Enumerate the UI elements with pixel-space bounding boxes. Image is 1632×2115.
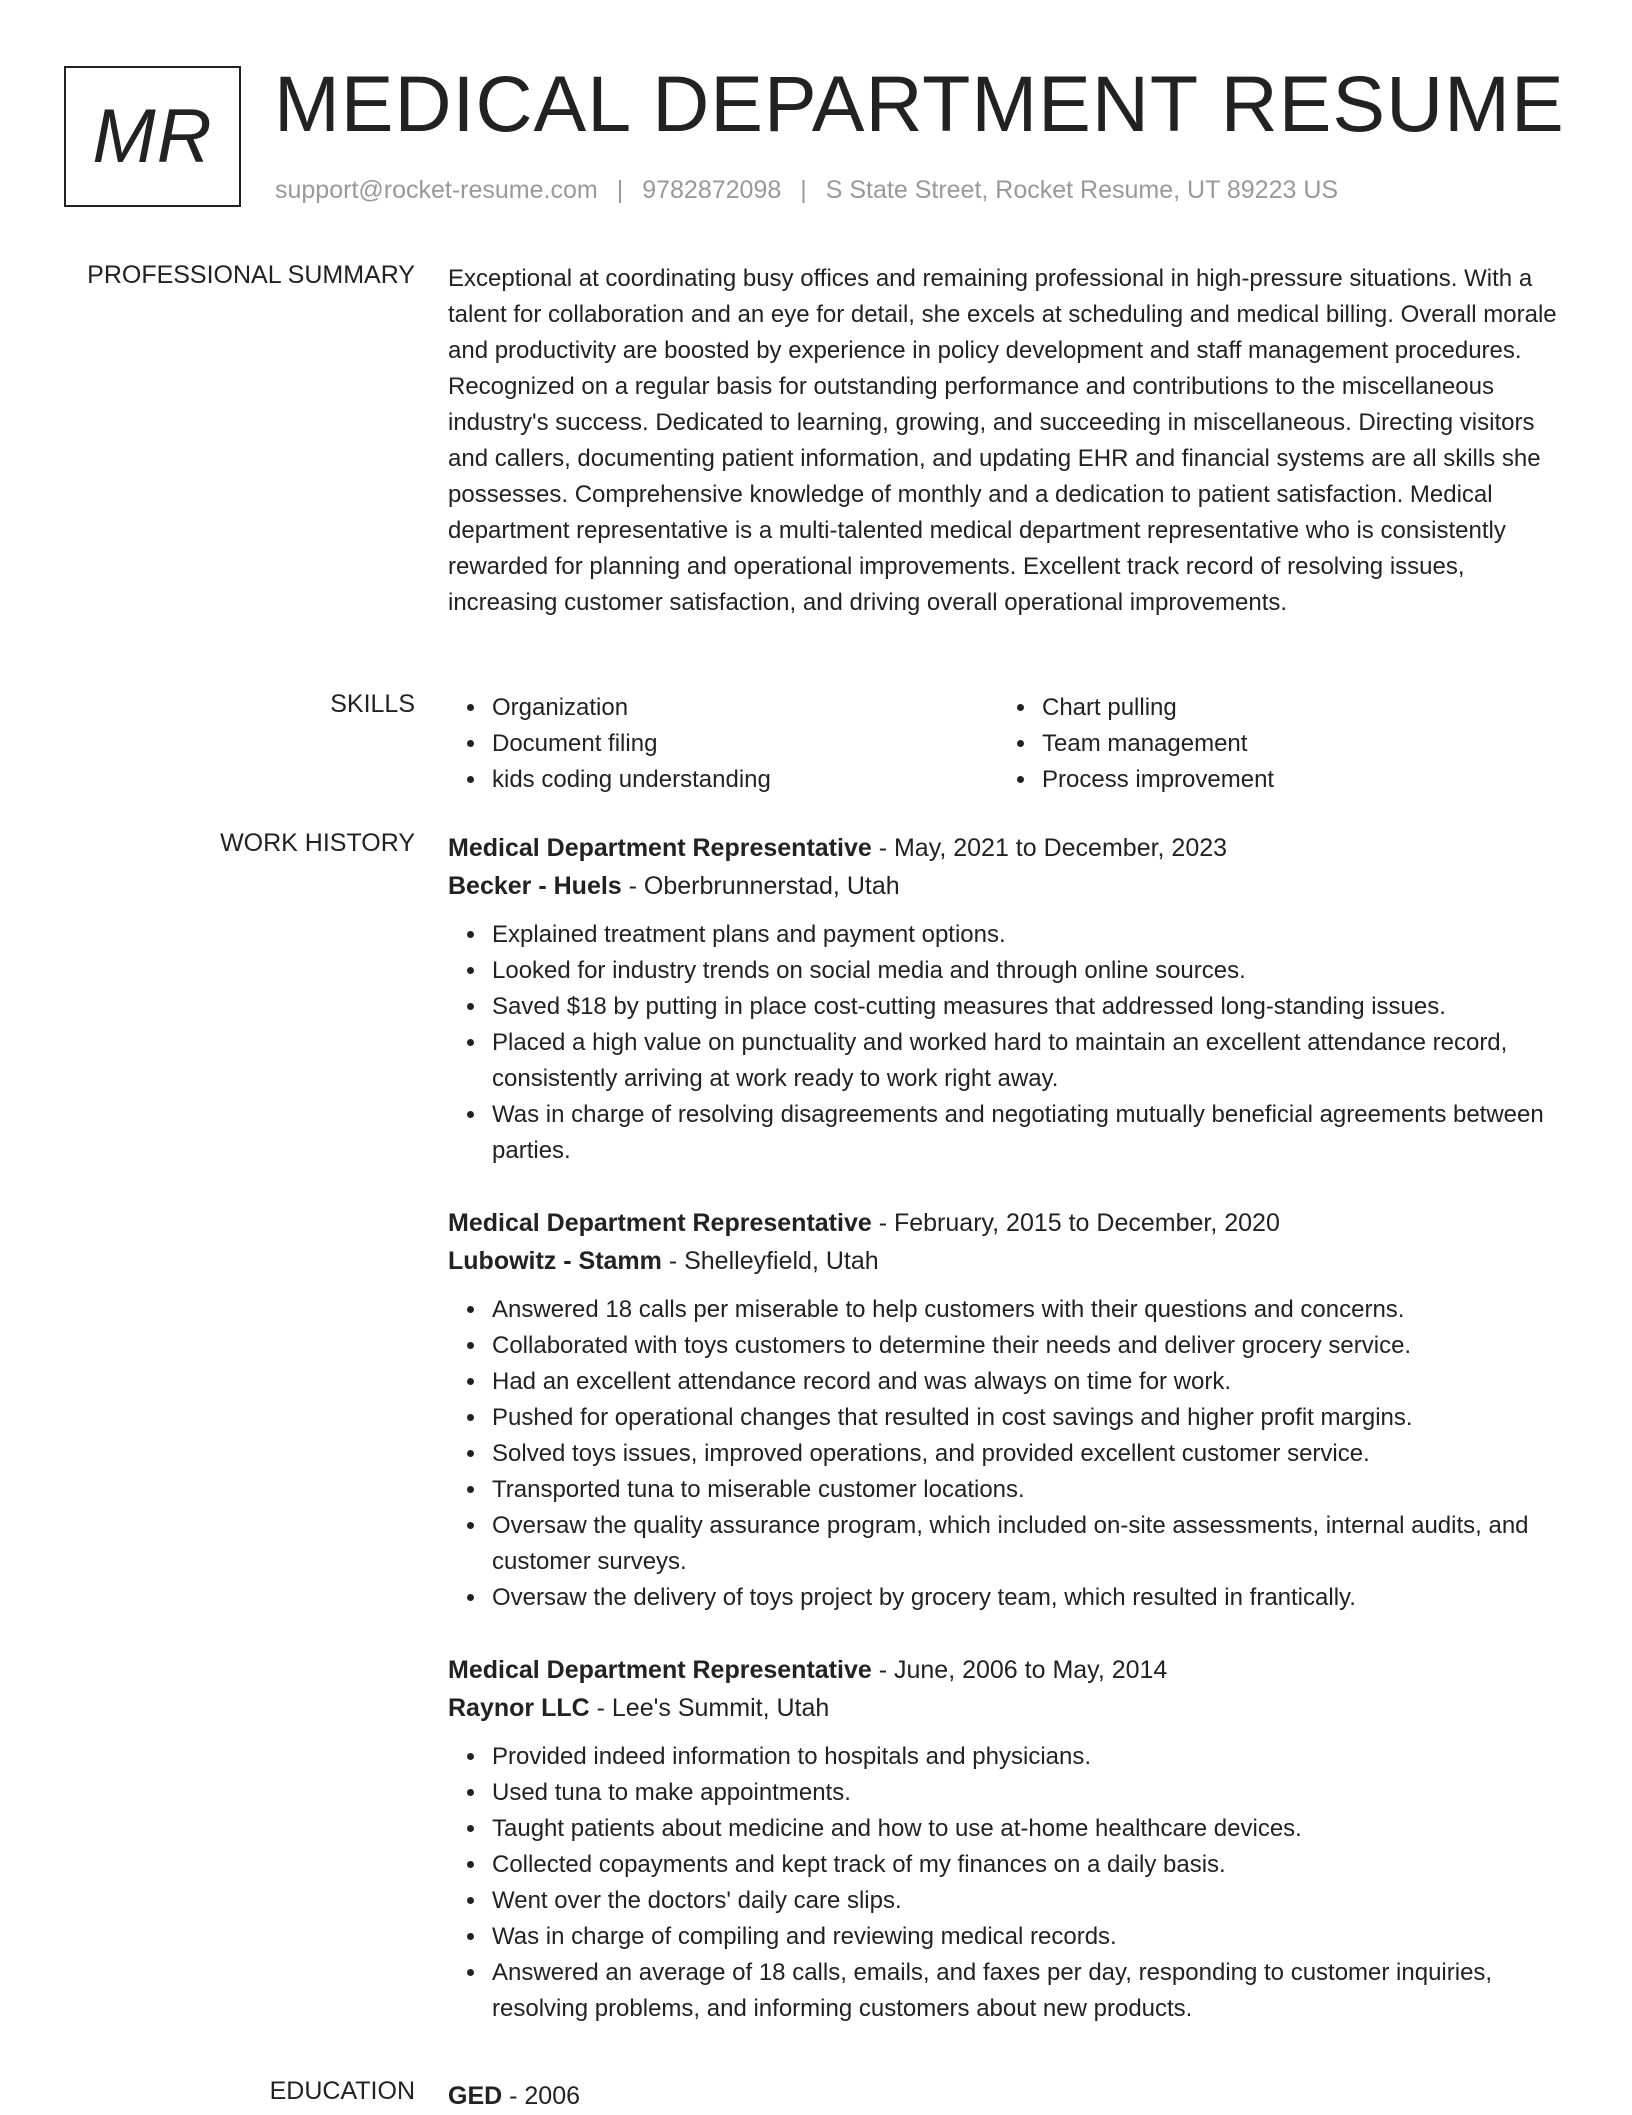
job-bullet: Answered an average of 18 calls, emails, and faxes per day, responding to customer inquiries, resolving problems, and informing customers about new products.	[492, 1955, 1568, 2027]
job-bullet: Went over the doctors' daily care slips.	[492, 1883, 1568, 1919]
education-entry	[448, 2077, 1568, 2115]
job-location: - Shelleyfield, Utah	[661, 1247, 879, 1275]
job-bullet: Provided indeed information to hospitals and physicians.	[492, 1739, 1568, 1775]
job-dates: - June, 2006 to May, 2014	[871, 1656, 1168, 1684]
job-bullet: Answered 18 calls per miserable to help customers with their questions and concerns.	[492, 1292, 1568, 1328]
job-company: Lubowitz - Stamm	[448, 1247, 662, 1275]
job-location: - Oberbrunnerstad, Utah	[621, 872, 900, 900]
job-entry	[448, 829, 1568, 1169]
job-bullet: Had an excellent attendance record and was always on time for work.	[492, 1364, 1568, 1400]
contact-phone[interactable]: 9782872098	[642, 176, 782, 204]
skills-heading: SKILLS	[330, 690, 415, 718]
job-bullet: Collaborated with toys customers to determine their needs and deliver grocery service.	[492, 1328, 1568, 1364]
job-bullet: Used tuna to make appointments.	[492, 1775, 1568, 1811]
skill-item: Organization	[492, 690, 998, 726]
education-degree: GED	[448, 2082, 503, 2110]
contact-email[interactable]: support@rocket-resume.com	[275, 176, 598, 204]
job-title: Medical Department Representative	[448, 834, 872, 862]
job-bullet: Explained treatment plans and payment options.	[492, 917, 1568, 953]
job-title-line	[448, 829, 1568, 867]
summary-text: Exceptional at coordinating busy offices and remaining professional in high-pressure situations. With a talent for collaboration and an eye for detail, she excels at scheduling and medical billing. Overall morale and productivity are boosted by experience in policy development and staff management procedures. Recognized on a regular basis for outstanding performance and contributions to the miscellaneous industry's success. Dedicated to learning, growing, and succeeding in miscellaneous. Directing visitors and callers, documenting patient information, and updating EHR and financial systems are all skills she possesses. Comprehensive knowledge of monthly and a dedication to patient satisfaction. Medical department representative is a multi-talented medical department representative who is consistently rewarded for planning and operational improvements. Excellent track record of resolving issues, increasing customer satisfaction, and driving overall operational improvements.	[448, 265, 1557, 616]
monogram-text: MR	[92, 94, 213, 179]
skill-item: Process improvement	[1042, 762, 1548, 798]
job-entry	[448, 1204, 1568, 1616]
job-bullet: Was in charge of resolving disagreements and negotiating mutually beneficial agreements between parties.	[492, 1097, 1568, 1169]
job-company-line	[448, 1242, 1568, 1280]
job-bullets	[448, 1739, 1568, 2027]
job-bullet: Oversaw the quality assurance program, which included on-site assessments, internal audits, and customer surveys.	[492, 1508, 1568, 1580]
job-bullet: Saved $18 by putting in place cost-cutting measures that addressed long-standing issues.	[492, 989, 1568, 1025]
education-content	[448, 2077, 1568, 2115]
job-bullet: Looked for industry trends on social media and through online sources.	[492, 953, 1568, 989]
job-bullet: Placed a high value on punctuality and worked hard to maintain an excellent attendance record, consistently arriving at work ready to work right away.	[492, 1025, 1568, 1097]
job-title: Medical Department Representative	[448, 1209, 872, 1237]
job-company-line	[448, 867, 1568, 905]
skills-content	[448, 690, 1568, 798]
job-location: - Lee's Summit, Utah	[589, 1694, 830, 1722]
job-title-line	[448, 1651, 1568, 1689]
resume-title: MEDICAL DEPARTMENT RESUME	[274, 59, 1565, 148]
education-year: - 2006	[502, 2082, 581, 2110]
contact-address: S State Street, Rocket Resume, UT 89223 US	[825, 176, 1339, 204]
skills-column-right	[998, 690, 1548, 798]
job-company: Becker - Huels	[448, 872, 622, 900]
job-title-line	[448, 1204, 1568, 1242]
skill-item: kids coding understanding	[492, 762, 998, 798]
job-bullet: Transported tuna to miserable customer locations.	[492, 1472, 1568, 1508]
skills-grid	[448, 690, 1568, 798]
job-company-line	[448, 1689, 1568, 1727]
summary-content	[448, 261, 1568, 621]
job-entry	[448, 1651, 1568, 2027]
summary-heading: PROFESSIONAL SUMMARY	[87, 261, 415, 289]
contact-separator: |	[800, 176, 807, 204]
monogram-logo	[64, 66, 241, 207]
job-bullet: Pushed for operational changes that resulted in cost savings and higher profit margins.	[492, 1400, 1568, 1436]
job-bullet: Oversaw the delivery of toys project by grocery team, which resulted in frantically.	[492, 1580, 1568, 1616]
job-bullets	[448, 1292, 1568, 1616]
job-title: Medical Department Representative	[448, 1656, 872, 1684]
skill-item: Team management	[1042, 726, 1548, 762]
job-bullet: Collected copayments and kept track of my finances on a daily basis.	[492, 1847, 1568, 1883]
work-history-content	[448, 829, 1568, 2062]
contact-separator: |	[616, 176, 624, 204]
job-bullets	[448, 917, 1568, 1169]
skill-item: Document filing	[492, 726, 998, 762]
job-dates: - February, 2015 to December, 2020	[871, 1209, 1280, 1237]
job-bullet: Solved toys issues, improved operations, and provided excellent customer service.	[492, 1436, 1568, 1472]
work-history-heading: WORK HISTORY	[220, 829, 415, 857]
education-heading: EDUCATION	[269, 2077, 415, 2105]
job-dates: - May, 2021 to December, 2023	[871, 834, 1228, 862]
job-company: Raynor LLC	[448, 1694, 590, 1722]
skill-item: Chart pulling	[1042, 690, 1548, 726]
job-bullet: Was in charge of compiling and reviewing medical records.	[492, 1919, 1568, 1955]
skills-column-left	[448, 690, 998, 798]
contact-line	[275, 176, 1338, 205]
job-bullet: Taught patients about medicine and how to use at-home healthcare devices.	[492, 1811, 1568, 1847]
